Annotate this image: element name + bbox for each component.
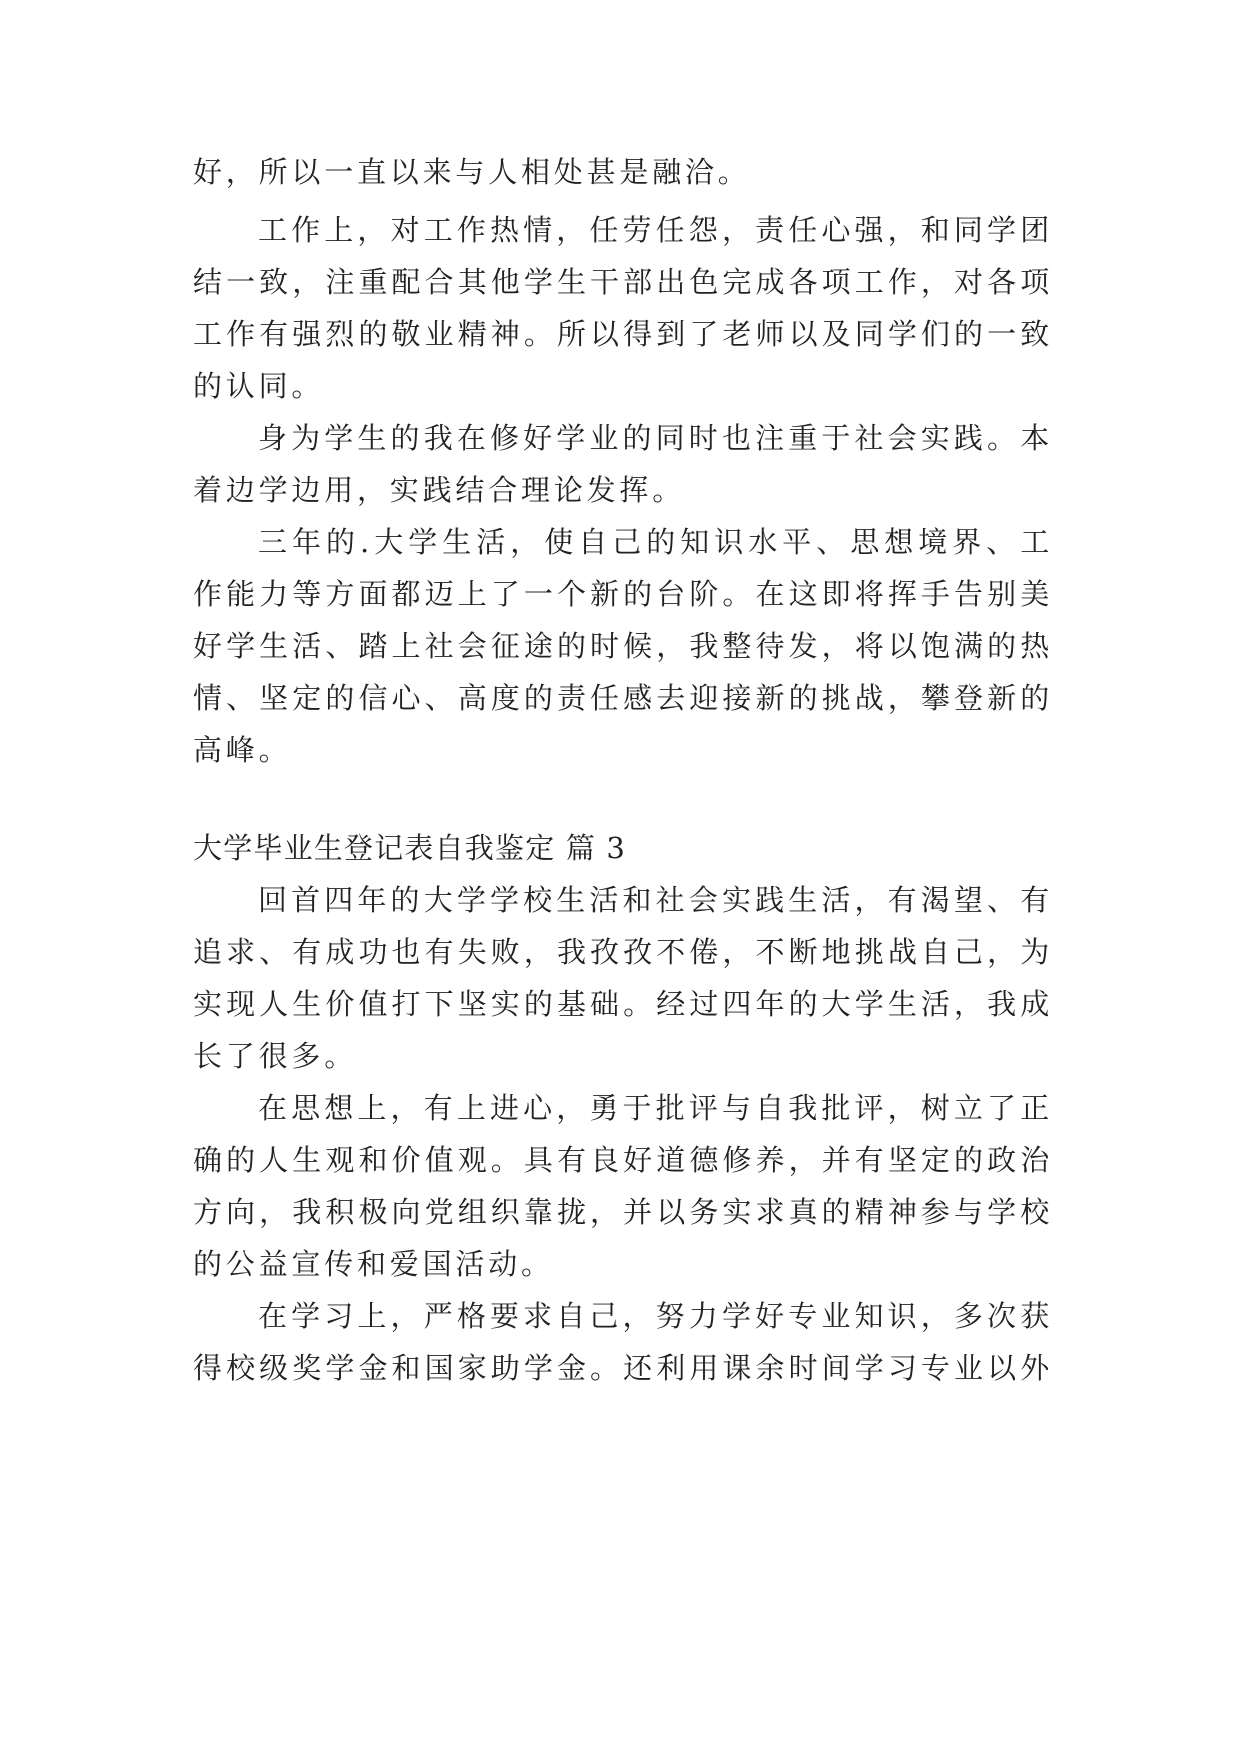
paragraph-start-line: 身为学生的我在修好学业的同时也注重于社会实践。本 (258, 421, 1053, 455)
text-line: 作能力等方面都迈上了一个新的台阶。在这即将挥手告别美 (193, 577, 1053, 611)
text-line: 的公益宣传和爱国活动。 (193, 1247, 554, 1281)
paragraph-start-line: 在学习上，严格要求自己，努力学好专业知识，多次获 (258, 1299, 1053, 1333)
text-line: 的认同。 (193, 369, 325, 403)
paragraph-start-line: 在思想上，有上进心，勇于批评与自我批评，树立了正 (258, 1091, 1053, 1125)
text-line: 情、坚定的信心、高度的责任感去迎接新的挑战，攀登新的 (193, 681, 1053, 715)
text-line: 着边学边用，实践结合理论发挥。 (193, 473, 686, 507)
text-line: 方向，我积极向党组织靠拢，并以务实求真的精神参与学校 (193, 1195, 1053, 1229)
text-line: 工作有强烈的敬业精神。所以得到了老师以及同学们的一致 (193, 317, 1053, 351)
text-line: 高峰。 (193, 733, 292, 767)
text-line: 好，所以一直以来与人相处甚是融洽。 (193, 155, 751, 189)
text-line: 长了很多。 (193, 1039, 358, 1073)
section-heading: 大学毕业生登记表自我鉴定 篇 3 (193, 831, 627, 865)
text-line: 结一致，注重配合其他学生干部出色完成各项工作，对各项 (193, 265, 1053, 299)
paragraph-start-line: 回首四年的大学学校生活和社会实践生活，有渴望、有 (258, 883, 1053, 917)
text-line: 追求、有成功也有失败，我孜孜不倦，不断地挑战自己，为 (193, 935, 1053, 969)
paragraph-start-line: 工作上，对工作热情，任劳任怨，责任心强，和同学团 (258, 213, 1053, 247)
text-line: 实现人生价值打下坚实的基础。经过四年的大学生活，我成 (193, 987, 1053, 1021)
paragraph-start-line: 三年的.大学生活，使自己的知识水平、思想境界、工 (258, 525, 1053, 559)
text-line: 得校级奖学金和国家助学金。还利用课余时间学习专业以外 (193, 1351, 1053, 1385)
text-line: 确的人生观和价值观。具有良好道德修养，并有坚定的政治 (193, 1143, 1053, 1177)
text-line: 好学生活、踏上社会征途的时候，我整待发，将以饱满的热 (193, 629, 1053, 663)
